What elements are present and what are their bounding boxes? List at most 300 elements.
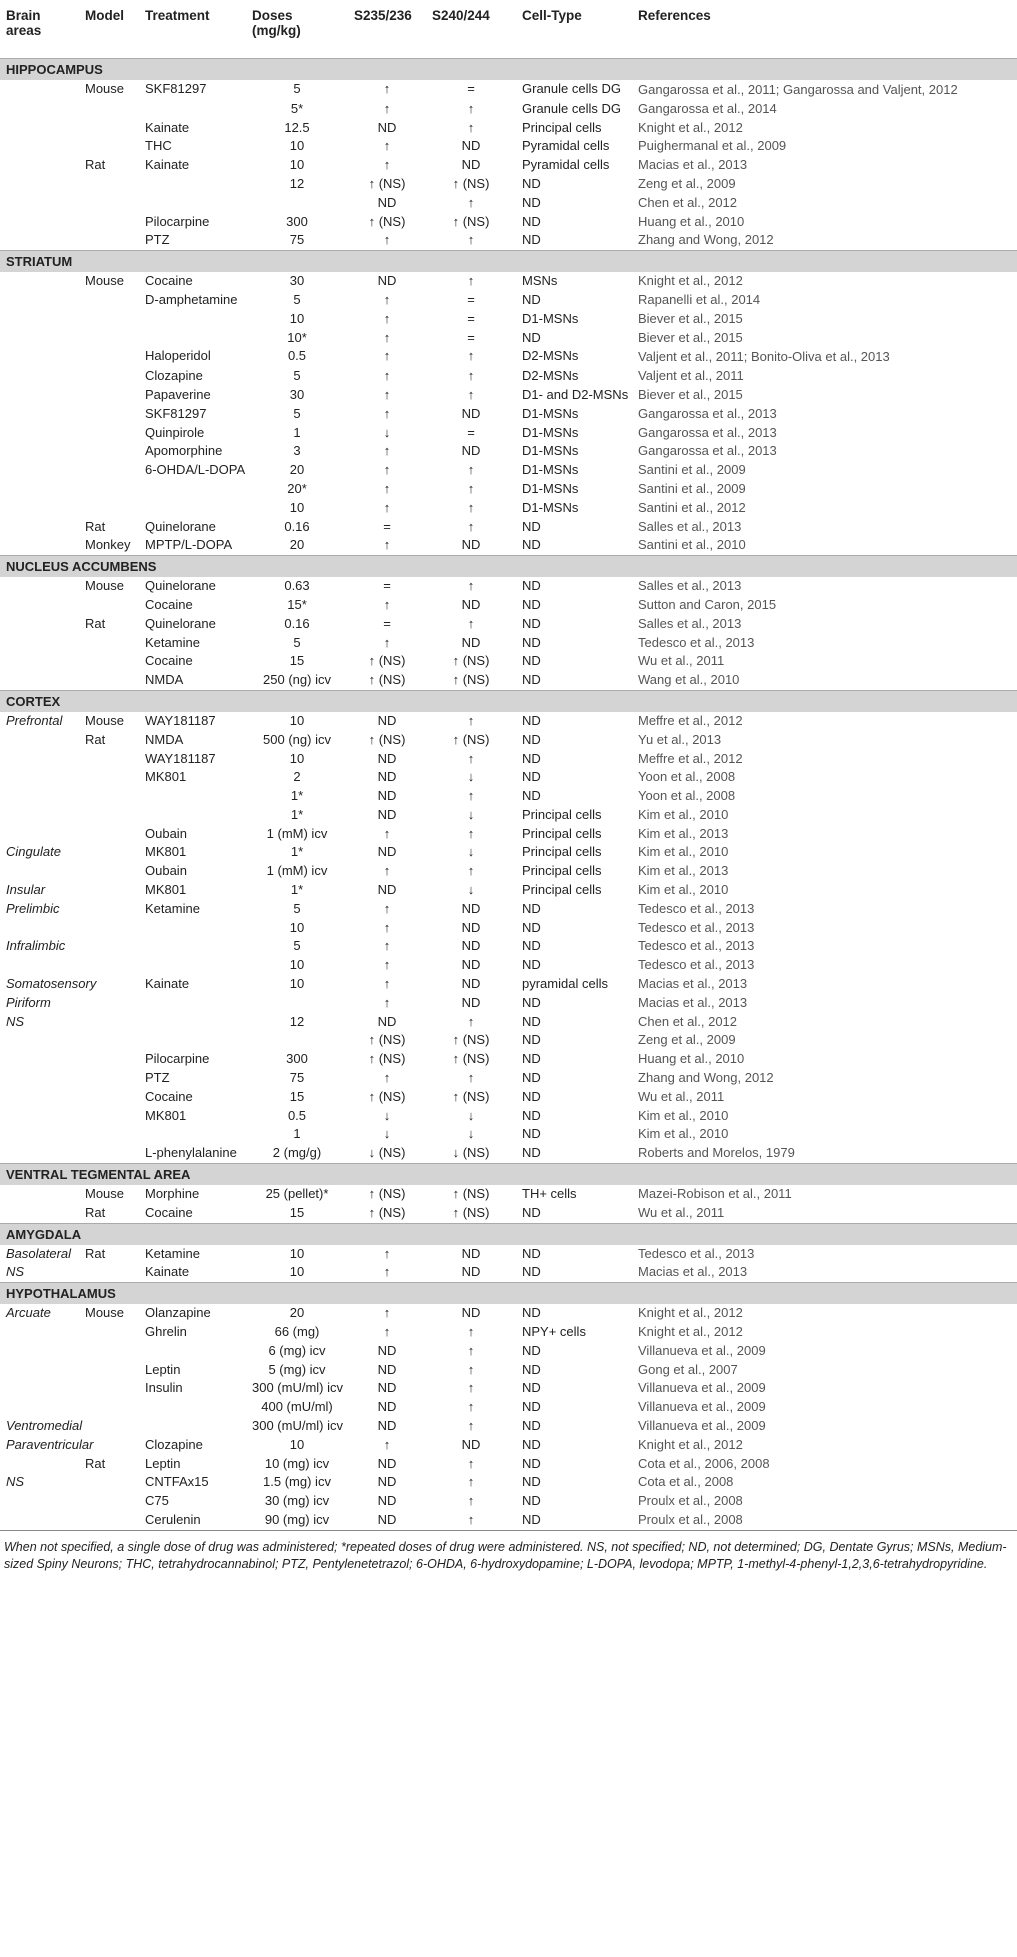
s240-cell: ND [461,1264,481,1280]
brain-area-cell [0,1379,79,1398]
reference-cell: Gangarossa et al., 2013 [638,443,777,459]
reference-cell: Kim et al., 2013 [638,863,729,879]
col-model: Model [85,8,124,23]
table-row [0,347,1017,367]
model-cell: Rat [85,157,106,173]
cell-type-cell: ND [516,1511,632,1530]
dose-cell: 1.5 (mg) icv [263,1474,331,1490]
dose-cell: 15 [289,1204,305,1220]
section-title: VENTRAL TEGMENTAL AREA [0,1164,1017,1186]
table-row [0,1013,1017,1032]
brain-area-cell [0,137,79,156]
s240-cell: ND [461,1245,481,1261]
s240-cell: ND [461,900,481,916]
table-row [0,461,1017,480]
s240-cell: ND [461,138,481,154]
table-row [0,1088,1017,1107]
brain-area-cell [0,272,79,291]
s235-cell: ND [377,1493,397,1509]
dose-cell: 5* [290,100,304,116]
reference-cell: Yu et al., 2013 [638,731,722,747]
cell-type-cell: ND [522,175,541,191]
cell-type-cell: D1-MSNs [522,462,579,478]
dose-cell: 300 (mU/ml) icv [252,1418,344,1433]
table-row [0,975,1017,994]
model-cell [79,1069,139,1088]
treatment-cell [139,1398,246,1417]
cell-type-cell: ND [522,1342,541,1358]
s240-cell: ↑ [467,100,475,116]
reference-cell: Valjent et al., 2011; Bonito-Oliva et al., 2013 [638,349,890,365]
model-cell [79,1125,139,1144]
cell-type-cell: ND [522,938,541,954]
s240-cell: ↓ [467,769,475,785]
s240-cell: ND [461,957,481,973]
model-cell: Rat [85,518,106,534]
brain-area-cell [0,347,79,367]
s235-cell: ↑ [383,405,391,421]
cell-type-cell: ND [522,1399,541,1415]
dose-cell: 10 (mg) icv [264,1455,330,1471]
brain-area-cell [0,194,79,213]
dose-cell: 1* [290,806,304,822]
treatment-cell: Cocaine [145,596,193,612]
reference-cell: Tedesco et al., 2013 [638,900,755,916]
dose-cell: 10 [289,1264,305,1280]
s240-cell: ↑ (NS) [452,672,490,688]
treatment-cell [139,194,246,213]
dose-cell: 300 [286,213,308,229]
s235-cell: ND [377,1455,397,1471]
model-cell [79,100,139,119]
treatment-cell: D-amphetamine [145,291,238,307]
s235-cell: ↑ [383,863,391,879]
table-row [0,1069,1017,1088]
dose-cell: 10* [287,329,307,345]
table-row [0,671,1017,690]
s235-cell: ↑ [383,596,391,612]
dose-cell: 1 (mM) icv [266,825,328,841]
s235-cell: ↑ (NS) [368,672,406,688]
treatment-cell: Quinpirole [145,424,205,440]
brain-area-cell [0,1492,79,1511]
table-row [0,1107,1017,1126]
reference-cell: Villanueva et al., 2009 [638,1342,766,1358]
model-cell [79,1031,139,1050]
table-row [0,577,1017,596]
cell-type-cell: Pyramidal cells [522,157,610,173]
brain-area-cell [0,919,79,938]
cell-type-cell: ND [522,1070,541,1086]
brain-area-cell [0,806,79,825]
cell-type-cell: ND [522,672,541,688]
table-row [0,712,1017,731]
dose-cell: 15 [289,1088,305,1104]
reference-cell: Proulx et al., 2008 [632,1511,1017,1530]
s240-cell: ↑ [467,615,475,631]
table-row [0,615,1017,634]
s240-cell: ↑ [467,1324,475,1340]
treatment-cell [139,806,246,825]
s240-cell: ND [461,405,481,421]
reference-cell: Knight et al., 2012 [638,1324,743,1340]
cell-type-cell: ND [522,291,541,307]
dose-cell: 2 (mg/g) [272,1145,322,1161]
dose-cell: 15* [287,596,307,612]
treatment-cell [139,100,246,119]
s235-cell: ↑ [383,291,391,307]
dose-cell: 5 [293,405,301,421]
s235-cell: ↑ [383,976,391,992]
reference-cell: Knight et al., 2012 [638,273,743,289]
treatment-cell: Quinelorane [145,518,216,534]
s240-cell: ↑ (NS) [452,1204,490,1220]
section-title: NUCLEUS ACCUMBENS [0,556,1017,578]
brain-area-cell [0,1088,79,1107]
reference-cell: Wu et al., 2011 [638,1088,725,1104]
cell-type-cell: ND [522,578,541,594]
s240-cell: ↑ [467,1380,475,1396]
cell-type-cell: TH+ cells [522,1186,577,1202]
reference-cell: Yoon et al., 2008 [638,788,736,804]
dose-cell: 400 (mU/ml) [261,1399,333,1415]
model-cell [79,825,139,844]
reference-cell: Roberts and Morelos, 1979 [638,1145,795,1161]
reference-cell: Huang et al., 2010 [638,1051,745,1067]
dose-cell: 300 [286,1051,308,1067]
reference-cell: Gangarossa et al., 2013 [638,424,777,440]
model-cell: Rat [85,1455,106,1471]
cell-type-cell: ND [522,1436,541,1452]
table-row [0,1050,1017,1069]
table-row [0,634,1017,653]
brain-area-cell [0,634,79,653]
s235-cell: ND [377,788,397,804]
reference-cell: Santini et al., 2009 [638,480,746,496]
cell-type-cell: ND [522,1204,541,1220]
brain-area-cell [0,424,79,443]
dose-cell: 90 (mg) icv [246,1511,348,1530]
dose-cell: 20 [289,1305,305,1321]
table-row [0,231,1017,250]
treatment-cell [139,956,246,975]
brain-area-cell: Cingulate [6,844,61,860]
s240-cell: ND [461,634,481,650]
cell-type-cell: ND [522,194,541,210]
table-row [0,536,1017,555]
reference-cell: Meffre et al., 2012 [638,750,743,766]
cell-type-cell: ND [522,994,541,1010]
brain-area-cell [0,367,79,386]
brain-area-cell [0,310,79,329]
model-cell [79,1263,139,1282]
s235-cell: ↓ [383,424,391,440]
dose-cell: 0.5 [287,1107,307,1123]
cell-type-cell: ND [522,769,541,785]
model-cell [79,461,139,480]
treatment-cell: Cerulenin [139,1511,246,1530]
treatment-cell: MK801 [145,769,187,785]
treatment-cell: Olanzapine [145,1305,211,1321]
treatment-cell [139,919,246,938]
model-cell [79,1473,139,1492]
brain-area-cell [0,536,79,555]
cell-type-cell: ND [522,615,541,631]
s240-cell: ↑ [467,232,475,248]
s240-cell: ↑ [467,1013,475,1029]
dose-cell: 10 [289,976,305,992]
section-title: HIPPOCAMPUS [0,59,1017,81]
reference-cell: Tedesco et al., 2013 [638,1245,755,1261]
s235-cell: ND [377,1399,397,1415]
s235-cell: ↑ [383,81,391,96]
reference-cell: Macias et al., 2013 [638,1264,748,1280]
model-cell [79,652,139,671]
table-row [0,480,1017,499]
s235-cell: ND [377,882,397,898]
reference-cell: Biever et al., 2015 [638,386,743,402]
cell-type-cell: D1-MSNs [522,443,579,459]
dose-cell: 10 [289,157,305,173]
table-row [0,156,1017,175]
dose-cell: 10 [289,957,305,973]
model-cell [79,119,139,138]
treatment-cell: 6-OHDA/L-DOPA [145,462,246,478]
brain-area-cell: Somatosensory [6,976,97,992]
treatment-cell: Oubain [145,863,187,879]
s235-cell: ↑ (NS) [368,1088,406,1104]
reference-cell: Zhang and Wong, 2012 [638,1070,774,1086]
s235-cell: ↑ [383,462,391,478]
dose-cell: 10 [289,919,305,935]
s240-cell: ↑ [467,1070,475,1086]
cell-type-cell: ND [522,900,541,916]
model-cell [79,194,139,213]
treatment-cell: WAY181187 [145,712,216,728]
model-cell [79,937,139,956]
section-title: STRIATUM [0,251,1017,273]
dose-cell: 30 [289,273,305,289]
model-cell [79,900,139,919]
treatment-cell: Quinelorane [145,578,216,594]
s235-cell: ↑ [383,900,391,916]
dose-cell: 250 (ng) icv [263,672,331,688]
table-row [0,596,1017,615]
s240-cell: ND [461,1305,481,1321]
s235-cell: ↑ [383,100,391,116]
brain-area-cell [0,518,79,537]
col-cell-type: Cell-Type [522,8,582,23]
table-row [0,1185,1017,1204]
table-row [0,1144,1017,1163]
dose-cell: 12 [289,175,305,191]
dose-cell: 1 [293,424,301,440]
cell-type-cell: ND [522,712,541,728]
cell-type-cell: Pyramidal cells [522,138,610,154]
brain-area-cell [0,615,79,634]
treatment-cell: Clozapine [145,1436,203,1452]
dose-cell: 5 [293,938,301,954]
s240-cell: ↑ [467,480,475,496]
s235-cell: ND [377,1361,397,1377]
treatment-cell: Leptin [145,1361,181,1377]
s235-cell: ↑ [383,994,391,1010]
s240-cell: ND [461,919,481,935]
cell-type-cell: ND [522,537,541,553]
s240-cell: ↑ (NS) [452,213,490,229]
table-row [0,1473,1017,1492]
table-row [0,994,1017,1013]
reference-cell: Biever et al., 2015 [638,329,743,345]
reference-cell: Salles et al., 2013 [638,518,742,534]
s240-cell: = [467,81,475,96]
treatment-cell: Quinelorane [145,615,216,631]
brain-area-cell [0,956,79,975]
dose-cell: 0.63 [284,578,310,594]
model-cell [79,994,139,1013]
s235-cell: ↑ [383,348,391,364]
table-row [0,442,1017,461]
s235-cell: ↑ [383,1305,391,1321]
dose-cell: 75 [289,1070,305,1086]
reference-cell: Knight et al., 2012 [638,1436,743,1452]
s240-cell: ↓ (NS) [452,1145,490,1161]
cell-type-cell: ND [522,1032,541,1048]
cell-type-cell: ND [522,596,541,612]
brain-area-cell: Infralimbic [6,938,66,954]
reference-cell: Kim et al., 2010 [638,1107,729,1123]
s235-cell: ↑ [383,957,391,973]
cell-type-cell: ND [522,1126,541,1142]
dose-cell: 0.5 [287,348,307,364]
table-row [0,1361,1017,1380]
cell-type-cell: D1-MSNs [522,499,579,515]
s235-cell: ND [377,1380,397,1396]
model-cell [79,1050,139,1069]
s240-cell: ↑ [467,273,475,289]
s235-cell: ND [377,1474,397,1490]
s235-cell: ↑ (NS) [368,213,406,229]
treatment-cell: Morphine [145,1186,200,1202]
brain-area-cell [0,213,79,232]
s235-cell: ↑ (NS) [368,653,406,669]
cell-type-cell: ND [522,1380,541,1396]
cell-type-cell: ND [522,1305,541,1321]
table-row [0,1492,1017,1511]
brain-area-cell [0,731,79,750]
table-row [0,100,1017,119]
reference-cell: Cota et al., 2008 [638,1474,734,1490]
s240-cell: = [467,424,475,440]
brain-area-cell [0,291,79,310]
treatment-cell: Kainate [145,119,190,135]
treatment-cell: MK801 [145,882,187,898]
reference-cell: Kim et al., 2013 [638,825,729,841]
brain-area-cell [0,1204,79,1223]
s235-cell: ND [377,844,397,860]
model-cell [79,768,139,787]
brain-area-cell [0,1031,79,1050]
s240-cell: ↑ (NS) [452,1186,490,1202]
s235-cell: ↑ [383,157,391,173]
model-cell [79,750,139,769]
cell-type-cell: ND [522,329,541,345]
model-cell [79,634,139,653]
treatment-cell: Insulin [145,1380,183,1396]
brain-area-cell [0,461,79,480]
brain-area-cell: Paraventricular [6,1436,94,1452]
table-row [0,80,1017,100]
table-row [0,272,1017,291]
section-header [0,251,1017,273]
treatment-cell: Haloperidol [145,348,211,364]
model-cell [79,329,139,348]
table-row [0,881,1017,900]
brain-area-cell [0,862,79,881]
table-row [0,386,1017,405]
reference-cell: Tedesco et al., 2013 [638,634,755,650]
s235-cell: ND [377,1342,397,1358]
table-row [0,1455,1017,1474]
reference-cell: Tedesco et al., 2013 [638,938,755,954]
model-cell [79,213,139,232]
treatment-cell: Ghrelin [145,1324,187,1340]
reference-cell: Proulx et al., 2008 [638,1493,743,1509]
dose-cell: 30 (mg) icv [264,1493,330,1509]
table-row [0,1511,1017,1530]
reference-cell: Valjent et al., 2011 [638,368,744,384]
dose-cell: 20* [287,480,307,496]
brain-area-cell [0,175,79,194]
dose-cell: 12.5 [284,119,310,135]
dose-cell [246,194,348,213]
treatment-cell: SKF81297 [145,81,207,96]
s235-cell: ↑ [383,1264,391,1280]
treatment-cell [139,1342,246,1361]
reference-cell: Gangarossa et al., 2014 [638,100,777,116]
table-row [0,652,1017,671]
table-row [0,787,1017,806]
s240-cell: ↑ [467,1455,475,1471]
model-cell [79,1013,139,1032]
table-row [0,825,1017,844]
s240-cell: ND [461,157,481,173]
model-cell [79,137,139,156]
table-row [0,194,1017,213]
model-cell: Mouse [85,578,125,594]
table-row [0,937,1017,956]
s240-cell: = [467,329,475,345]
model-cell [79,671,139,690]
treatment-cell [139,787,246,806]
brain-area-cell [0,1455,79,1474]
s235-cell: ↑ [383,443,391,459]
dose-cell: 3 [293,443,301,459]
s235-cell: ND [377,769,397,785]
s235-cell: ↑ [383,386,391,402]
dose-cell: 75 [289,232,305,248]
reference-cell: Zhang and Wong, 2012 [638,232,774,248]
model-cell [79,843,139,862]
treatment-cell: NMDA [145,731,184,747]
model-cell [79,1088,139,1107]
treatment-cell: Pilocarpine [145,1051,210,1067]
treatment-cell: PTZ [145,232,170,248]
cell-type-cell: ND [522,1493,541,1509]
cell-type-cell: Principal cells [522,825,602,841]
cell-type-cell: pyramidal cells [522,976,608,992]
brain-area-cell [0,1144,79,1163]
